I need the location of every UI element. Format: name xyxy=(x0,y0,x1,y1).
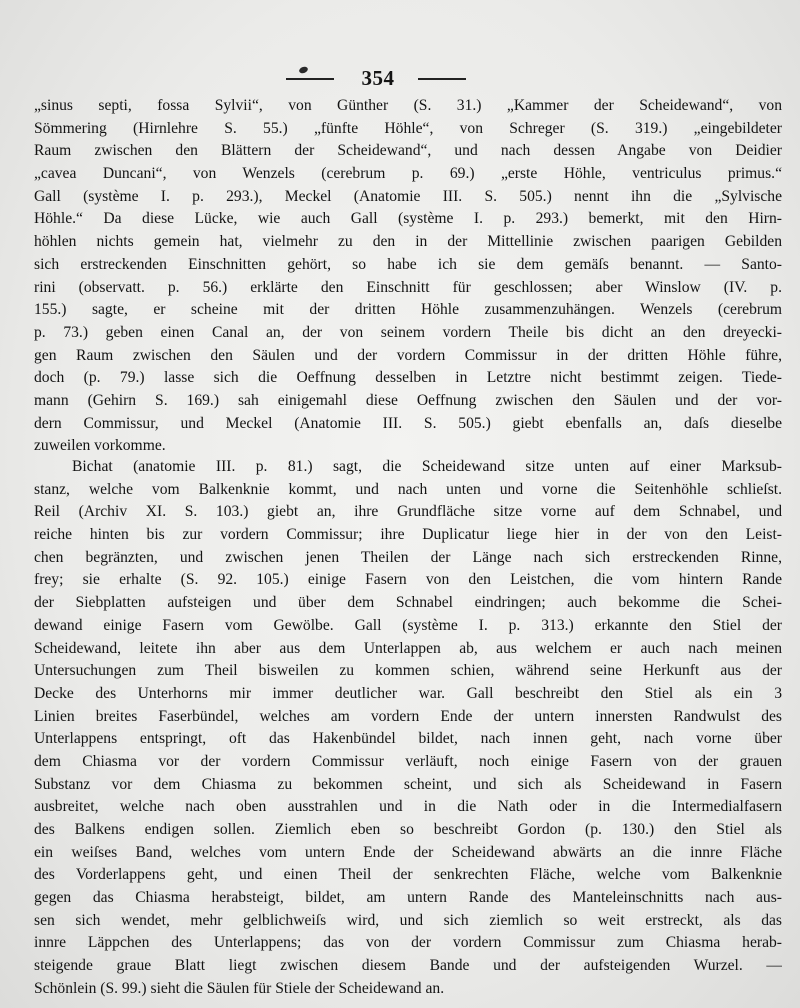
text-line: innre Läppchen des Unterlappens; das von der vordern Commissur zum Chiasma herab- xyxy=(34,934,782,952)
text-line: frey; sie erhalte (S. 92. 105.) einige Fasern von den Leistchen, die vom hintern Rande xyxy=(34,571,782,589)
text-line: Höhle.“ Da diese Lücke, wie auch Gall (système I. p. 293.) bemerkt, mit den Hirn- xyxy=(34,210,782,228)
text-line: mann (Gehirn S. 169.) sah einigemahl diese Oeffnung zwischen den Säulen und der vor- xyxy=(34,391,782,409)
ink-blot xyxy=(298,66,309,75)
text-line: chen begränzten, und zwischen jenen Theilen der Länge nach sich erstreckenden Rinne, xyxy=(34,548,782,566)
paragraph-2 xyxy=(34,456,782,1001)
text-line: zuweilen vorkomme. xyxy=(34,437,166,455)
text-line: „cavea Duncani“, von Wenzels (cerebrum p. 69.) „erste Höhle, ventriculus primus.“ xyxy=(34,165,782,183)
text-line: Sömmering (Hirnlehre S. 55.) „fünfte Höhle“, von Schreger (S. 319.) „eingebildeter xyxy=(34,119,782,137)
text-line: Raum zwischen den Blättern der Scheidewand“, und nach dessen Angabe von Deidier xyxy=(34,142,782,160)
text-line: sich erstreckenden Einschnitten gehört, so habe ich sie dem gemäſs benannt. — Santo- xyxy=(34,255,782,273)
text-line: „sinus septi, fossa Sylvii“, von Günther (S. 31.) „Kammer der Scheidewand“, von xyxy=(34,97,782,114)
page-header xyxy=(0,66,800,90)
text-line: gegen das Chiasma herabsteigt, bildet, am untern Rande des Manteleinschnitts nach aus- xyxy=(34,889,782,907)
text-line: steigende graue Blatt liegt zwischen diesem Bande und der aufsteigenden Wurzel. — xyxy=(34,957,782,975)
text-line: stanz, welche vom Balkenknie kommt, und nach unten und vorne die Seitenhöhle schlieſst. xyxy=(34,480,782,498)
text-line: sen sich wendet, mehr gelblichweiſs wird, und sich ziemlich so weit erstreckt, als das xyxy=(34,911,782,929)
text-line: Untersuchungen zum Theil bisweilen zu kommen schien, während seine Herkunft aus der xyxy=(34,662,782,680)
header-rule-left xyxy=(286,78,334,80)
text-line: ausbreitet, welche nach oben ausstrahlen und in die Nath oder in die Intermedialfasern xyxy=(34,798,782,816)
text-line: ein weiſses Band, welches vom untern Ende der Scheidewand abwärts an die innre Fläche xyxy=(34,843,782,861)
text-line: Linien breites Faserbündel, welches am vordern Ende der untern innersten Randwulst des xyxy=(34,707,782,725)
text-line: 155.) sagte, er scheine mit der dritten Höhle zusammenzuhängen. Wenzels (cerebrum xyxy=(34,301,782,319)
text-line: des Vorderlappens geht, und einen Theil der senkrechten Fläche, welche vom Balkenknie xyxy=(34,866,782,884)
text-line: Decke des Unterhorns mir immer deutlicher war. Gall beschreibt den Stiel als ein 3 xyxy=(34,684,782,702)
text-line: höhlen nichts gemein hat, vielmehr zu den in der Mittellinie zwischen paarigen Gebilden xyxy=(34,233,782,251)
text-line: dewand einige Fasern vom Gewölbe. Gall (système I. p. 313.) erkannte den Stiel der xyxy=(34,616,782,634)
text-line: p. 73.) geben einen Canal an, der von seinem vordern Theile bis dicht an den dreyecki- xyxy=(34,323,782,341)
text-line: dern Commissur, und Meckel (Anatomie III. S. 505.) giebt ebenfalls an, daſs dieselbe xyxy=(34,414,782,432)
text-line: Reil (Archiv XI. S. 103.) giebt an, ihre Grundfläche sitze vorne auf dem Schnabel, und xyxy=(34,503,782,521)
text-line: reiche hinten bis zur vordern Commissur; ihre Duplicatur liege hier in der von den Leist- xyxy=(34,526,782,544)
text-line: doch (p. 79.) lasse sich die Oeffnung desselben in Letztre nicht bestimmt zeigen. Tiede- xyxy=(34,369,782,387)
text-line: des Balkens endigen sollen. Ziemlich eben so beschreibt Gordon (p. 130.) den Stiel als xyxy=(34,821,782,838)
text-line: Scheidewand, leitete ihn aber aus dem Unterlappen ab, aus welchem er auch nach meinen xyxy=(34,639,782,657)
text-line: dem Chiasma vor der vordern Commissur verläuft, noch einige Fasern von der grauen xyxy=(34,752,782,770)
text-line: Schönlein (S. 99.) sieht die Säulen für Stiele der Scheidewand an. xyxy=(34,979,445,997)
text-line: Gall (système I. p. 293.), Meckel (Anatomie III. S. 505.) nennt ihn die „Sylvische xyxy=(34,187,782,205)
text-line: Bichat (anatomie III. p. 81.) sagt, die Scheidewand sitze unten auf einer Marksub- xyxy=(72,458,782,475)
page-number: 354 xyxy=(361,66,395,90)
text-line: gen Raum zwischen den Säulen und der vordern Commissur in der dritten Höhle führe, xyxy=(34,346,782,364)
text-line: Substanz vor dem Chiasma zu bekommen scheint, und sich als Scheidewand in Fasern xyxy=(34,775,782,793)
text-line: rini (observatt. p. 56.) erklärte den Einschnitt für geschlossen; aber Winslow (IV. p. xyxy=(34,278,782,296)
text-line: Unterlappens entspringt, oft das Hakenbündel bildet, nach innen geht, nach vorne über xyxy=(34,730,782,748)
text-line: der Siebplatten aufsteigen und über dem Schnabel eindringen; auch bekomme die Schei- xyxy=(34,594,782,612)
paragraph-1 xyxy=(34,95,782,458)
header-rule-right xyxy=(418,78,466,80)
